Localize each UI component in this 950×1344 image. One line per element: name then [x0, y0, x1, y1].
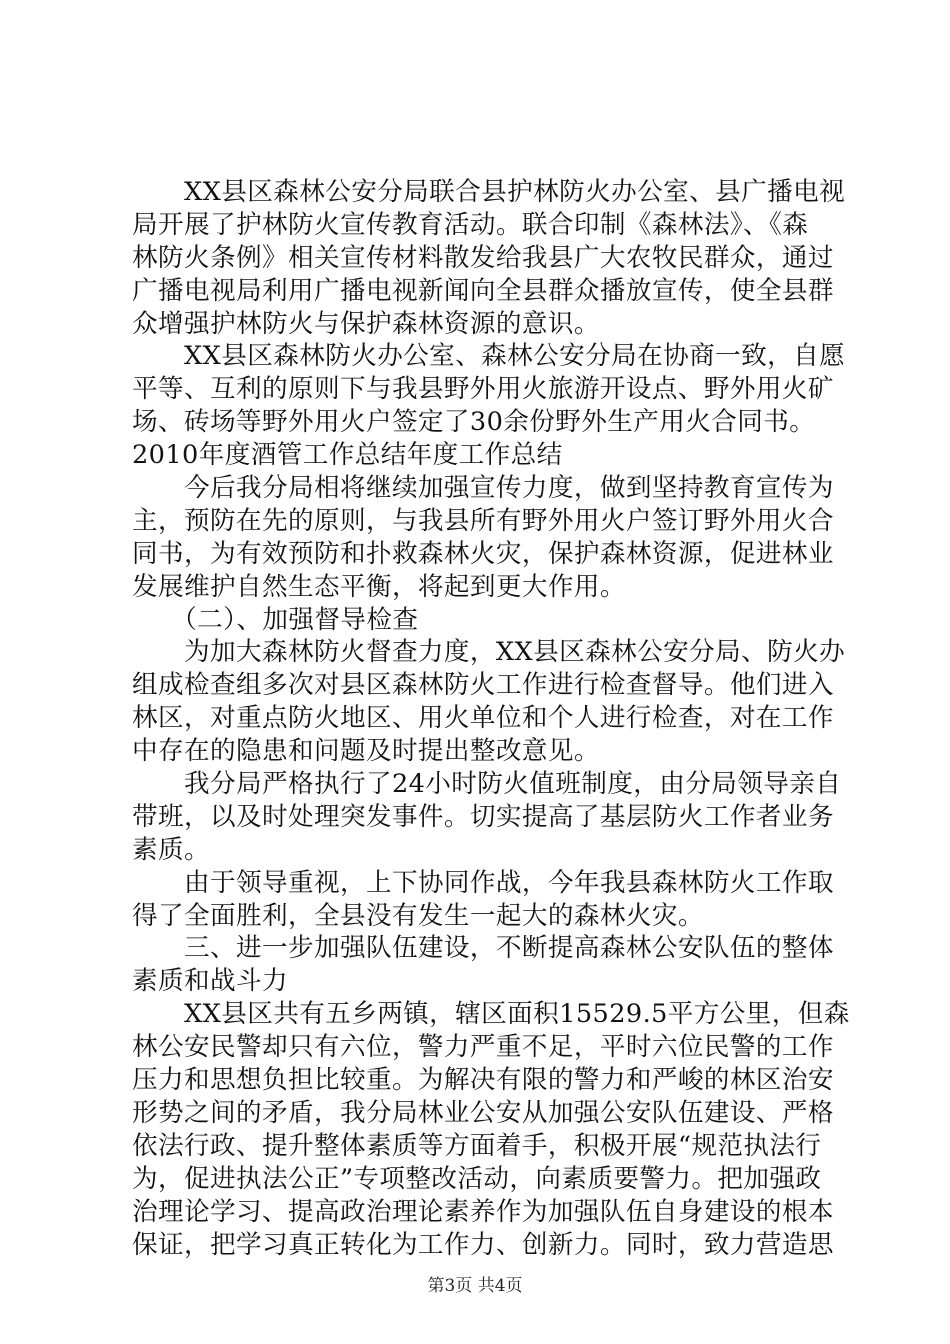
text-line: 组成检查组多次对县区森林防火工作进行检查督导。他们进入	[132, 670, 834, 701]
text-line: XX县区森林防火办公室、森林公安分局在协商一致，自愿	[132, 341, 846, 372]
text-line: 得了全面胜利，全县没有发生一起大的森林火灾。	[132, 900, 704, 931]
text-line: 2010年度酒管工作总结年度工作总结	[132, 440, 563, 471]
text-line: XX县区森林公安分局联合县护林防火办公室、县广播电视	[132, 177, 846, 207]
text-line: 局开展了护林防火宣传教育活动。联合印制《森林法》、《森	[132, 209, 809, 240]
text-line: 素质。	[132, 834, 210, 865]
text-line: 我分局严格执行了24小时防火值班制度，由分局领导亲自	[132, 769, 842, 800]
text-line: 众增强护林防火与保护森林资源的意识。	[132, 308, 600, 339]
text-line: 林公安民警却只有六位，警力严重不足，平时六位民警的工作	[132, 1032, 834, 1063]
text-line: 林区，对重点防火地区、用火单位和个人进行检查，对在工作	[132, 703, 834, 734]
text-line: 治理论学习、提高政治理论素养作为加强队伍自身建设的根本	[132, 1196, 834, 1227]
page-footer: 第3页 共4页	[427, 1276, 523, 1296]
document-body	[132, 176, 850, 1261]
text-line: XX县区共有五乡两镇，辖区面积15529.5平方公里，但森	[132, 999, 850, 1030]
text-line: 主，预防在先的原则，与我县所有野外用火户签订野外用火合	[132, 505, 834, 536]
text-line: 今后我分局相将继续加强宣传力度，做到坚持教育宣传为	[132, 473, 834, 504]
text-line: 同书，为有效预防和扑救森林火灾，保护森林资源，促进林业	[132, 538, 834, 569]
section-heading: （二）、加强督导检查	[132, 604, 419, 635]
text-line: 为加大森林防火督查力度，XX县区森林公安分局、防火办	[132, 637, 846, 668]
text-line: 平等、互利的原则下与我县野外用火旅游开设点、野外用火矿	[132, 374, 834, 405]
text-line: 带班，以及时处理突发事件。切实提高了基层防火工作者业务	[132, 801, 834, 832]
text-line: 形势之间的矛盾，我分局林业公安从加强公安队伍建设、严格	[132, 1097, 834, 1128]
text-line: 保证，把学习真正转化为工作力、创新力。同时，致力营造思	[132, 1229, 834, 1260]
text-line: 依法行政、提升整体素质等方面着手，积极开展“规范执法行	[132, 1130, 822, 1161]
text-line: 发展维护自然生态平衡，将起到更大作用。	[132, 571, 626, 602]
text-line: 为，促进执法公正”专项整改活动，向素质要警力。把加强政	[132, 1163, 822, 1194]
section-heading: 三、进一步加强队伍建设，不断提高森林公安队伍的整体	[132, 933, 834, 964]
section-heading: 素质和战斗力	[132, 966, 288, 997]
text-line: 林防火条例》相关宣传材料散发给我县广大农牧民群众，通过	[132, 242, 834, 273]
text-line: 中存在的隐患和问题及时提出整改意见。	[132, 736, 600, 767]
text-line: 压力和思想负担比较重。为解决有限的警力和严峻的林区治安	[132, 1065, 834, 1096]
text-line: 场、砖场等野外用火户签定了30余份野外生产用火合同书。	[132, 407, 816, 438]
text-line: 由于领导重视，上下协同作战，今年我县森林防火工作取	[132, 867, 834, 898]
text-line: 广播电视局利用广播电视新闻向全县群众播放宣传，使全县群	[132, 275, 834, 306]
